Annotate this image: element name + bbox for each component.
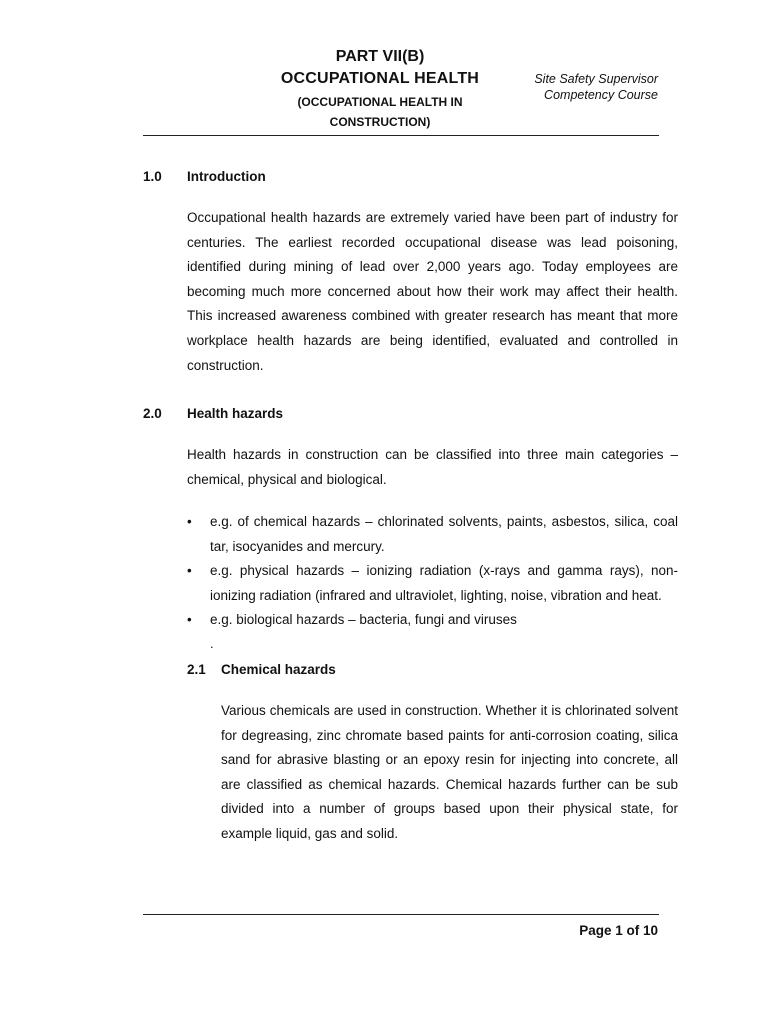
introduction-paragraph: Occupational health hazards are extremely varied have been part of industry for centuries. The earliest recorded occupational disease was lead poisoning, identified during mining of lead over 2,000 years ago. Today employees are becoming much more concerned about how their work may affect their health. This increased awareness combined with greater research has meant that more workplace health hazards are being identified, evaluated and controlled in construction.	[187, 210, 678, 373]
course-name-line1: Site Safety Supervisor	[534, 72, 658, 86]
document-subtitle-line2: CONSTRUCTION)	[329, 115, 431, 129]
bullet-icon: •	[187, 612, 192, 628]
hazard-category-list	[187, 510, 678, 633]
footer-divider	[143, 914, 659, 915]
course-name-line2: Competency Course	[544, 88, 658, 102]
page-number: Page 1 of 10	[579, 923, 658, 938]
course-name	[534, 71, 658, 103]
section-title-health-hazards: Health hazards	[187, 406, 284, 421]
list-item	[187, 608, 678, 633]
list-item-text: e.g. biological hazards – bacteria, fungi and viruses	[210, 612, 517, 628]
list-item	[187, 559, 678, 608]
part-title: PART VII(B)	[335, 48, 425, 65]
header-divider	[143, 135, 659, 136]
document-header	[230, 46, 530, 132]
subsection-title-chemical-hazards: Chemical hazards	[221, 662, 336, 677]
bullet-icon: •	[187, 514, 192, 529]
subsection-number: 2.1	[187, 662, 206, 677]
section-number: 2.0	[143, 406, 162, 421]
list-item-text: e.g. of chemical hazards – chlorinated solvents, paints, asbestos, silica, coal tar, isocyanides and mercury.	[210, 514, 678, 554]
health-hazards-paragraph: Health hazards in construction can be classified into three main categories – chemical, physical and biological.	[187, 447, 678, 487]
bullet-icon: •	[187, 563, 192, 579]
list-item-text: e.g. physical hazards – ionizing radiation (x-rays and gamma rays), non-ionizing radiation (infrared and ultraviolet, lighting, noise, vibration and heat.	[210, 563, 678, 603]
document-title: OCCUPATIONAL HEALTH	[280, 70, 480, 87]
document-subtitle-line1: (OCCUPATIONAL HEALTH IN	[297, 95, 463, 109]
section-number: 1.0	[143, 169, 162, 184]
section-title-introduction: Introduction	[187, 169, 266, 184]
chemical-hazards-paragraph: Various chemicals are used in construction. Whether it is chlorinated solvent for degreasing, zinc chromate based paints for anti-corrosion coating, silica sand for abrasive blasting or an epoxy resin for injecting into concrete, all are classified as chemical hazards. Chemical hazards further can be sub divided into a number of groups based upon their physical state, for example liquid, gas and solid.	[221, 703, 678, 841]
list-item	[187, 510, 678, 559]
stray-mark: .	[210, 636, 214, 651]
